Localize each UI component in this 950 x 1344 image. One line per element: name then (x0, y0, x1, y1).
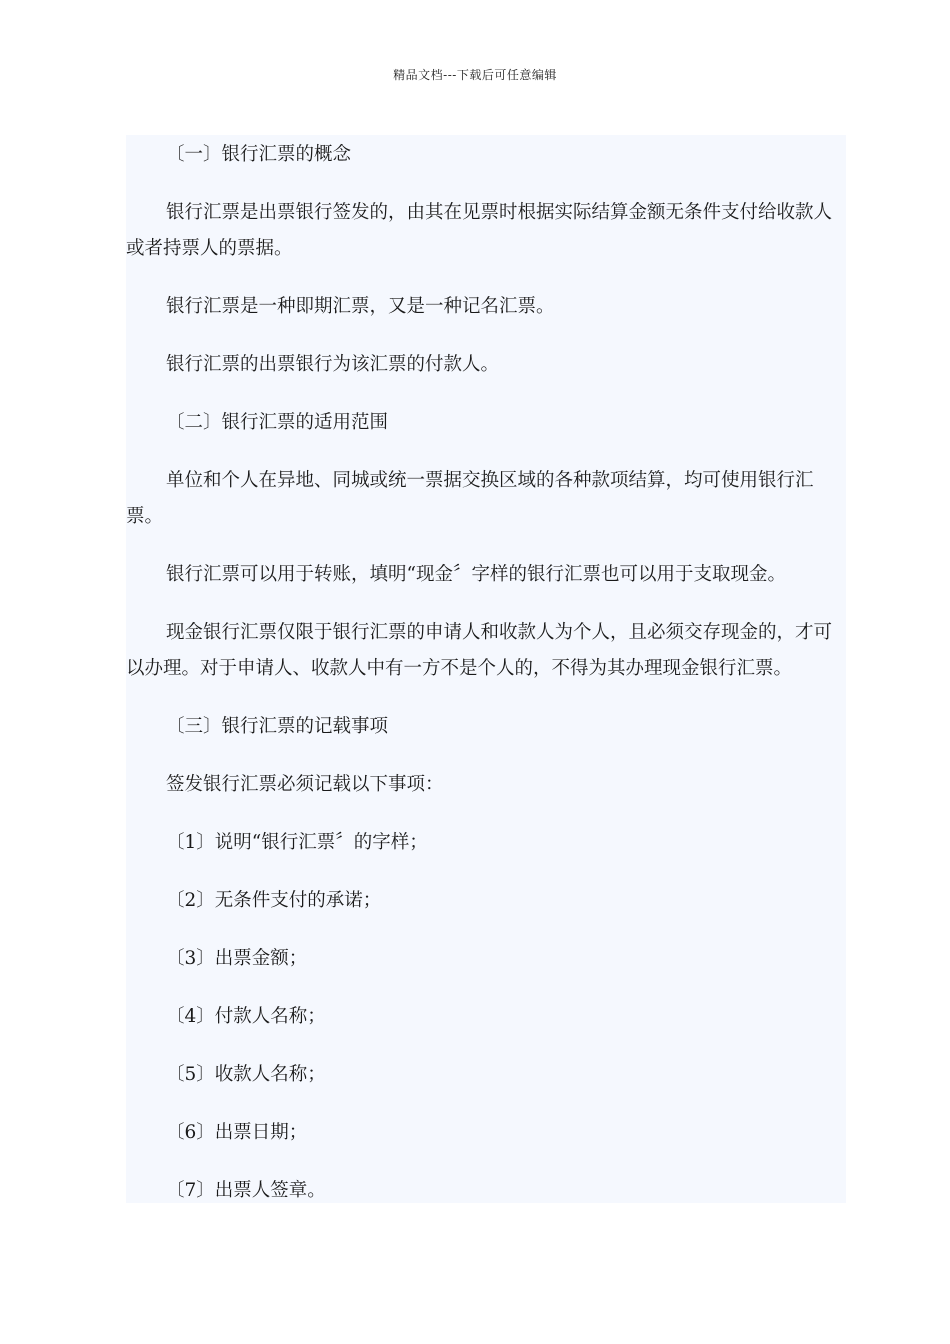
list-item: 〔4〕付款人名称； (166, 1006, 326, 1027)
paragraph: 现金银行汇票仅限于银行汇票的申请人和收款人为个人，且必须交存现金的，才可以办理。对于申请人、收款人中有一方不是个人的，不得为其办理现金银行汇票。 (126, 622, 833, 679)
page-header: 精品文档---下载后可任意编辑 (393, 68, 557, 82)
list-item: 〔2〕无条件支付的承诺； (166, 890, 382, 911)
document-body (126, 135, 846, 1203)
paragraph: 银行汇票可以用于转账，填明“现金〞字样的银行汇票也可以用于支取现金。 (166, 564, 786, 585)
list-item: 〔6〕出票日期； (166, 1122, 308, 1143)
paragraph: 银行汇票是出票银行签发的，由其在见票时根据实际结算金额无条件支付给收款人或者持票人的票据。 (126, 202, 833, 259)
list-item: 〔1〕说明“银行汇票〞的字样； (166, 832, 428, 853)
section-heading-1: 〔一〕银行汇票的概念 (166, 144, 352, 165)
paragraph: 签发银行汇票必须记载以下事项： (166, 774, 444, 795)
paragraph: 银行汇票是一种即期汇票，又是一种记名汇票。 (166, 296, 555, 317)
list-item: 〔3〕出票金额； (166, 948, 308, 969)
paragraph: 银行汇票的出票银行为该汇票的付款人。 (166, 354, 500, 375)
list-item: 〔5〕收款人名称； (166, 1064, 326, 1085)
paragraph: 单位和个人在异地、同城或统一票据交换区域的各种款项结算，均可使用银行汇票。 (126, 470, 814, 527)
section-heading-2: 〔二〕银行汇票的适用范围 (166, 412, 389, 433)
list-item: 〔7〕出票人签章。 (166, 1180, 326, 1201)
section-heading-3: 〔三〕银行汇票的记载事项 (166, 716, 389, 737)
